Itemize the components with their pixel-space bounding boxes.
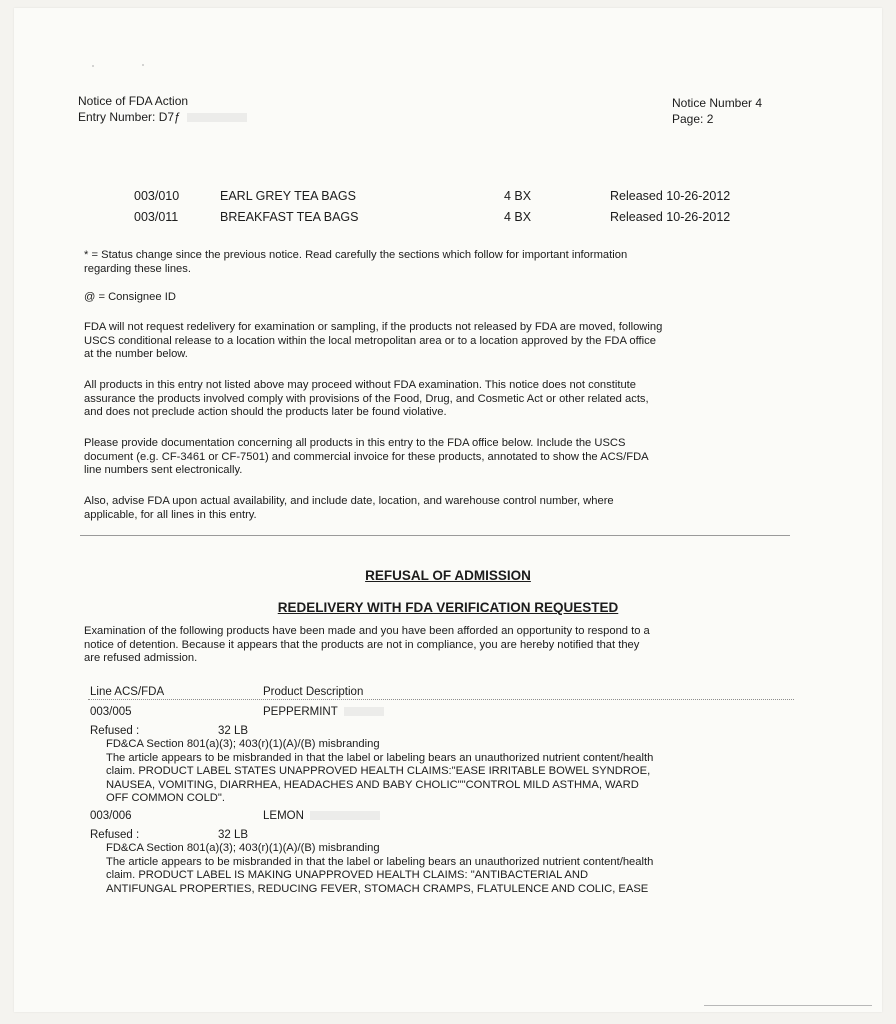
refusal-section: FD&CA Section 801(a)(3); 403(r)(1)(A)/(B) misbranding bbox=[106, 738, 380, 750]
refused-product bbox=[263, 809, 380, 823]
redelivery-line-1: FDA will not request redelivery for examination or sampling, if the products not released by FDA are moved, following bbox=[84, 321, 663, 333]
page-number: Page: 2 bbox=[672, 112, 714, 126]
refusal-intro-line-2: notice of detention. Because it appears that the products are not in compliance, you are hereby notified that they bbox=[84, 638, 640, 651]
document-page bbox=[14, 8, 882, 1012]
line-number: 003/010 bbox=[134, 189, 180, 203]
redelivery-line-3: at the number below. bbox=[84, 348, 188, 361]
refused-amount: 32 LB bbox=[218, 829, 249, 841]
line-status: Released 10-26-2012 bbox=[610, 189, 731, 203]
line-quantity: 4 BX bbox=[504, 210, 532, 224]
line-description: EARL GREY TEA BAGS bbox=[220, 189, 356, 203]
proceed-note bbox=[84, 379, 804, 420]
line-description: BREAKFAST TEA BAGS bbox=[220, 210, 359, 224]
refusal-intro bbox=[84, 625, 804, 666]
section-divider bbox=[80, 535, 790, 536]
advise-note bbox=[84, 495, 804, 522]
refusal-text-line: OFF COMMON COLD". bbox=[106, 792, 225, 805]
status-change-note bbox=[84, 249, 804, 276]
entry-number-label: Entry Number: D7ƒ bbox=[78, 110, 181, 124]
refusal-section: FD&CA Section 801(a)(3); 403(r)(1)(A)/(B) misbranding bbox=[106, 842, 380, 854]
line-status: Released 10-26-2012 bbox=[610, 210, 731, 224]
refused-label: Refused : bbox=[90, 725, 140, 737]
column-header-description: Product Description bbox=[263, 686, 364, 698]
notice-number: Notice Number 4 bbox=[672, 96, 763, 110]
scan-speck bbox=[92, 65, 94, 67]
documentation-note bbox=[84, 437, 804, 478]
refused-label: Refused : bbox=[90, 829, 140, 841]
refusal-intro-line-1: Examination of the following products have been made and you have been afforded an opportunity to respond to a bbox=[84, 625, 650, 637]
documentation-line-3: line numbers sent electronically. bbox=[84, 464, 243, 477]
status-change-line-2: regarding these lines. bbox=[84, 262, 191, 275]
proceed-line-3: and does not preclude action should the products later be found violative. bbox=[84, 406, 447, 419]
column-header-line: Line ACS/FDA bbox=[90, 686, 165, 698]
advise-line-2: applicable, for all lines in this entry. bbox=[84, 508, 257, 521]
refusal-text-line: NAUSEA, VOMITING, DIARRHEA, HEADACHES AND BABY CHOLIC""CONTROL MILD ASTHMA, WARD bbox=[106, 778, 639, 791]
refused-product-name: PEPPERMINT bbox=[263, 706, 338, 718]
refusal-intro-line-3: are refused admission. bbox=[84, 652, 198, 665]
refusal-reason bbox=[106, 842, 806, 896]
refusal-text-line: The article appears to be misbranded in that the label or labeling bears an unauthorized nutrient content/health bbox=[106, 855, 654, 868]
refused-amount: 32 LB bbox=[218, 725, 249, 737]
documentation-line-2: document (e.g. CF-3461 or CF-7501) and commercial invoice for these products, annotated to show the ACS/FDA bbox=[84, 450, 649, 463]
proceed-line-2: assurance the products involved comply with provisions of the Food, Drug, and Cosmetic Act or other related acts, bbox=[84, 392, 649, 405]
refusal-title: REFUSAL OF ADMISSION bbox=[365, 568, 531, 583]
column-header-rule bbox=[88, 699, 794, 700]
refused-line-number: 003/005 bbox=[90, 706, 132, 718]
line-quantity: 4 BX bbox=[504, 189, 532, 203]
proceed-line-1: All products in this entry not listed above may proceed without FDA examination. This notice does not constitute bbox=[84, 379, 637, 391]
refused-product-name: LEMON bbox=[263, 810, 304, 822]
refusal-subtitle: REDELIVERY WITH FDA VERIFICATION REQUESTED bbox=[277, 600, 619, 615]
page-bottom-rule bbox=[704, 1005, 872, 1006]
refused-line-number: 003/006 bbox=[90, 810, 132, 822]
documentation-line-1: Please provide documentation concerning all products in this entry to the FDA office below. Include the USCS bbox=[84, 437, 626, 449]
scan-speck bbox=[142, 64, 144, 66]
entry-number bbox=[78, 109, 247, 125]
refusal-text-line: claim. PRODUCT LABEL STATES UNAPPROVED HEALTH CLAIMS:"EASE IRRITABLE BOWEL SYNDROE, bbox=[106, 765, 651, 778]
line-number: 003/011 bbox=[134, 210, 179, 224]
status-change-line-1: * = Status change since the previous notice. Read carefully the sections which follow for important information bbox=[84, 249, 628, 261]
consignee-note: @ = Consignee ID bbox=[84, 291, 176, 303]
redacted-product-detail bbox=[310, 811, 380, 820]
refused-product bbox=[263, 705, 384, 719]
refusal-text-line: The article appears to be misbranded in that the label or labeling bears an unauthorized nutrient content/health bbox=[106, 751, 654, 764]
redelivery-note bbox=[84, 321, 804, 362]
redelivery-line-2: USCS conditional release to a location within the local metropolitan area or to a location approved by the FDA office bbox=[84, 334, 656, 347]
notice-title: Notice of FDA Action bbox=[78, 94, 189, 108]
redacted-entry-number bbox=[187, 113, 247, 122]
advise-line-1: Also, advise FDA upon actual availability, and include date, location, and warehouse control number, where bbox=[84, 495, 614, 507]
refusal-text-line: ANTIFUNGAL PROPERTIES, REDUCING FEVER, STOMACH CRAMPS, FLATULENCE AND COLIC, EASE bbox=[106, 882, 649, 895]
refusal-text-line: claim. PRODUCT LABEL IS MAKING UNAPPROVED HEALTH CLAIMS: "ANTIBACTERIAL AND bbox=[106, 869, 589, 882]
redacted-product-detail bbox=[344, 707, 384, 716]
refusal-reason bbox=[106, 738, 806, 806]
